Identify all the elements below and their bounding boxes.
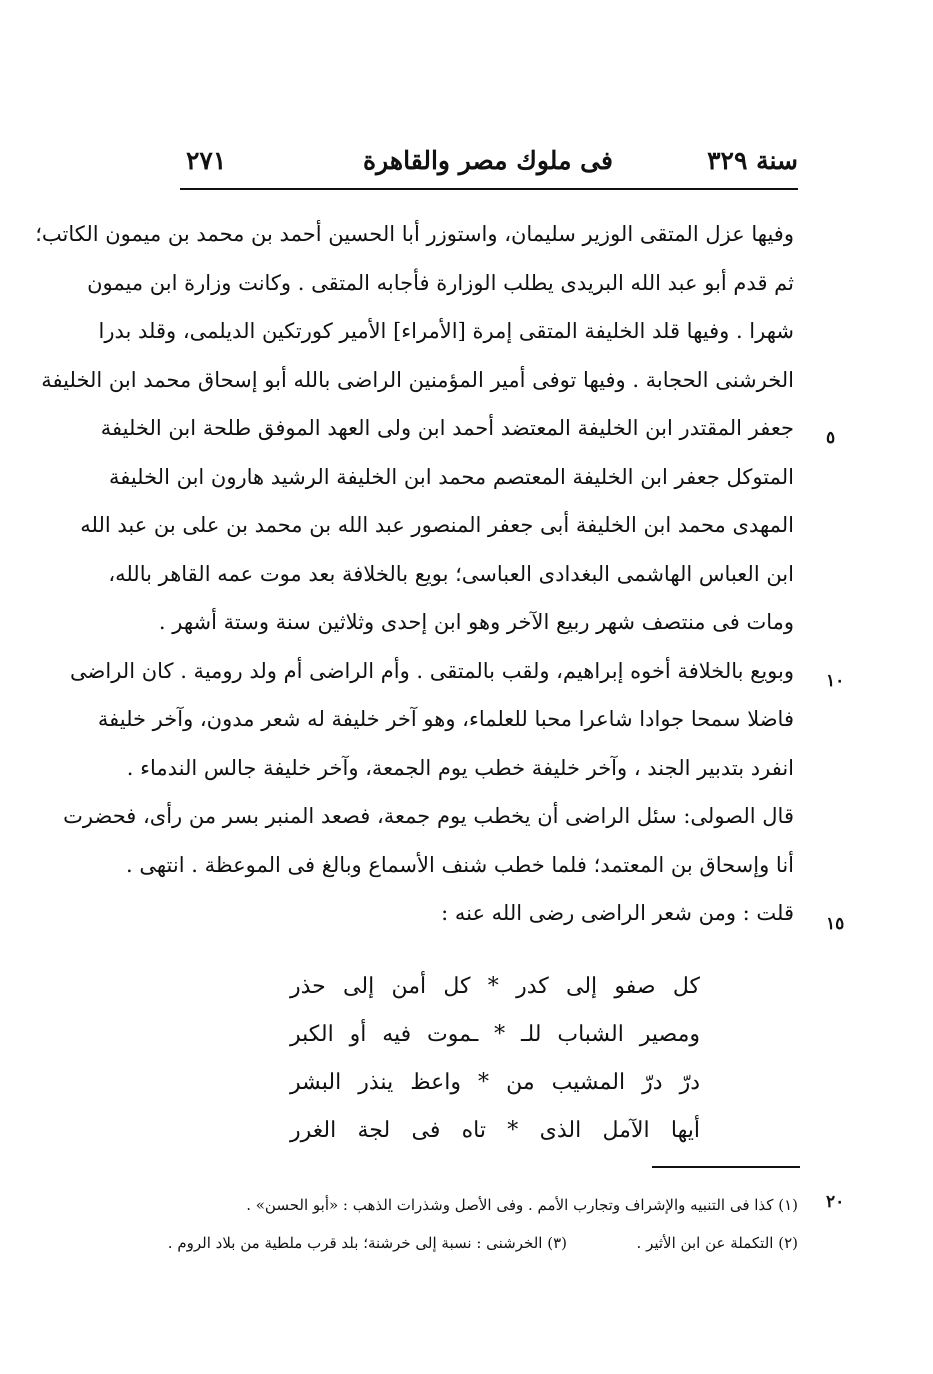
text-line: الخرشنى الحجابة . وفيها توفى أمير المؤمنين الراضى بالله أبو إسحاق محمد ابن الخليفة [41,367,794,392]
text-line: قلت : ومن شعر الراضى رضى الله عنه : [441,901,794,925]
main-text [35,210,794,938]
verse-line: ومصير الشباب للـ * ـموت فيه أو الكبر [290,1022,700,1047]
verse-line: كل صفو إلى كدر * كل أمن إلى حذر [290,974,700,999]
header-year: سنة ٣٢٩ [707,146,798,175]
text-line: فاضلا سمحا جوادا شاعرا محبا للعلماء، وهو آخر خليفة له شعر مدون، وآخر خليفة [97,707,794,731]
text-line: وفيها عزل المتقى الوزير سليمان، واستوزر أبا الحسين أحمد بن محمد بن ميمون الكاتب؛ [35,222,794,246]
text-line: وبويع بالخلافة أخوه إبراهيم، ولقب بالمتقى . وأم الراضى أم ولد رومية . كان الراضى [70,658,794,683]
poem-verses [290,963,700,1155]
line-number-15: ١٥ [826,914,845,934]
header-rule [180,188,798,190]
running-header [178,142,798,188]
page-number: ٢٧١ [186,146,227,175]
verse-line: أيها الآمل الذى * تاه فى لجة الغرر [290,1118,700,1143]
footnote-2: (٢) التكملة عن ابن الأثير . [636,1234,798,1252]
text-line: ومات فى منتصف شهر ربيع الآخر وهو ابن إحدى وثلاثين سنة وستة أشهر . [158,610,794,634]
text-line: المهدى محمد ابن الخليفة أبى جعفر المنصور عبد الله بن محمد بن على بن عبد الله [80,513,794,537]
text-line: ثم قدم أبو عبد الله البريدى يطلب الوزارة فأجابه المتقى . وكانت وزارة ابن ميمون [87,270,794,295]
line-number-10: ١٠ [826,671,845,691]
footnotes [167,1186,798,1262]
text-line: ابن العباس الهاشمى البغدادى العباسى؛ بويع بالخلافة بعد موت عمه القاهر بالله، [108,561,794,586]
text-line: قال الصولى: سئل الراضى أن يخطب يوم جمعة، فصعد المنبر بسر من رأى، فحضرت [63,804,794,828]
text-line: جعفر المقتدر ابن الخليفة المعتضد أحمد ابن ولى العهد الموفق طلحة ابن الخليفة [100,416,794,440]
footnote-1: (١) كذا فى التنبيه والإشراف وتجارب الأمم . وفى الأصل وشذرات الذهب : «أبو الحسن» . [246,1196,798,1214]
footnote-row [167,1224,798,1262]
text-line: أنا وإسحاق بن المعتمد؛ فلما خطب شنف الأسماع وبالغ فى الموعظة . انتهى . [126,852,794,877]
text-line: انفرد بتدبير الجند ، وآخر خليفة خطب يوم الجمعة، وآخر خليفة جالس الندماء . [126,755,794,780]
footnote-rule [652,1166,800,1168]
line-number-20: ٢٠ [826,1192,845,1212]
line-number-5: ٥ [826,428,836,448]
footnote-3: (٣) الخرشنى : نسبة إلى خرشنة؛ بلد قرب ملطية من بلاد الروم . [167,1234,567,1252]
header-title: فى ملوك مصر والقاهرة [363,146,613,175]
text-line: المتوكل جعفر ابن الخليفة المعتصم محمد ابن الخليفة الرشيد هارون ابن الخليفة [108,464,794,489]
text-line: شهرا . وفيها قلد الخليفة المتقى إمرة [الأمراء] الأمير كورتكين الديلمى، وقلد بدرا [98,319,794,343]
verse-line: درّ درّ المشيب من * واعظ ينذر البشر [290,1070,700,1095]
